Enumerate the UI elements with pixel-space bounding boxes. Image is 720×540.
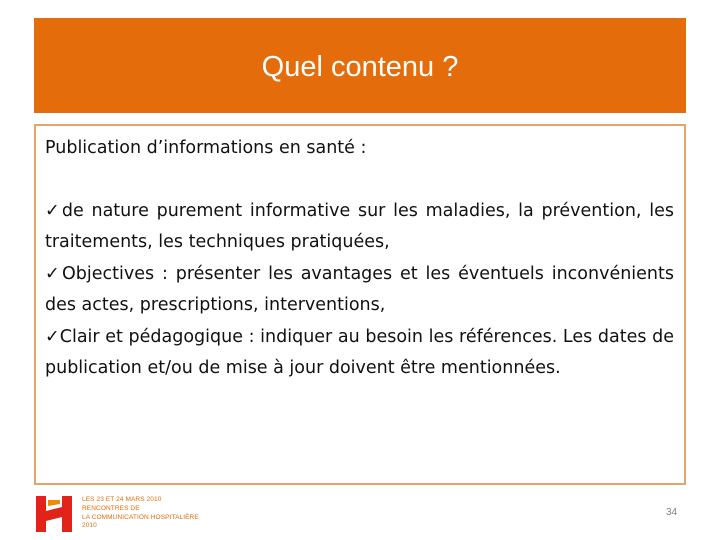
checkmark-icon: ✓ [45, 263, 62, 284]
page-number: 34 [666, 507, 678, 518]
title-bar [34, 18, 686, 113]
content-text [36, 126, 684, 385]
checkmark-icon: ✓ [45, 326, 60, 347]
footer-event-text [82, 496, 222, 531]
intro-text: Publication d’informations en santé : [45, 138, 367, 158]
footer-line: 2010 [82, 522, 97, 530]
slide-title: Quel contenu ? [261, 51, 459, 83]
hospital-h-logo-icon [35, 494, 75, 534]
bullet-item: ✓de nature purement informative sur les maladies, la prévention, les traitements, les techniques pratiquées, [45, 200, 674, 252]
footer-line: LA COMMUNICATION HOSPITALIÈRE [82, 513, 199, 521]
footer-line: RENCONTRES DE [82, 504, 140, 512]
bullet-item: ✓Objectives : présenter les avantages et les éventuels inconvénients des actes, prescriptions, interventions, [45, 263, 674, 315]
footer-line: LES 23 ET 24 MARS 2010 [82, 496, 162, 503]
checkmark-icon: ✓ [45, 200, 62, 221]
bullet-item: ✓Clair et pédagogique : indiquer au besoin les références. Les dates de publication et/ou de mise à jour doivent être mentionnées. [45, 326, 674, 378]
content-box [34, 124, 686, 485]
